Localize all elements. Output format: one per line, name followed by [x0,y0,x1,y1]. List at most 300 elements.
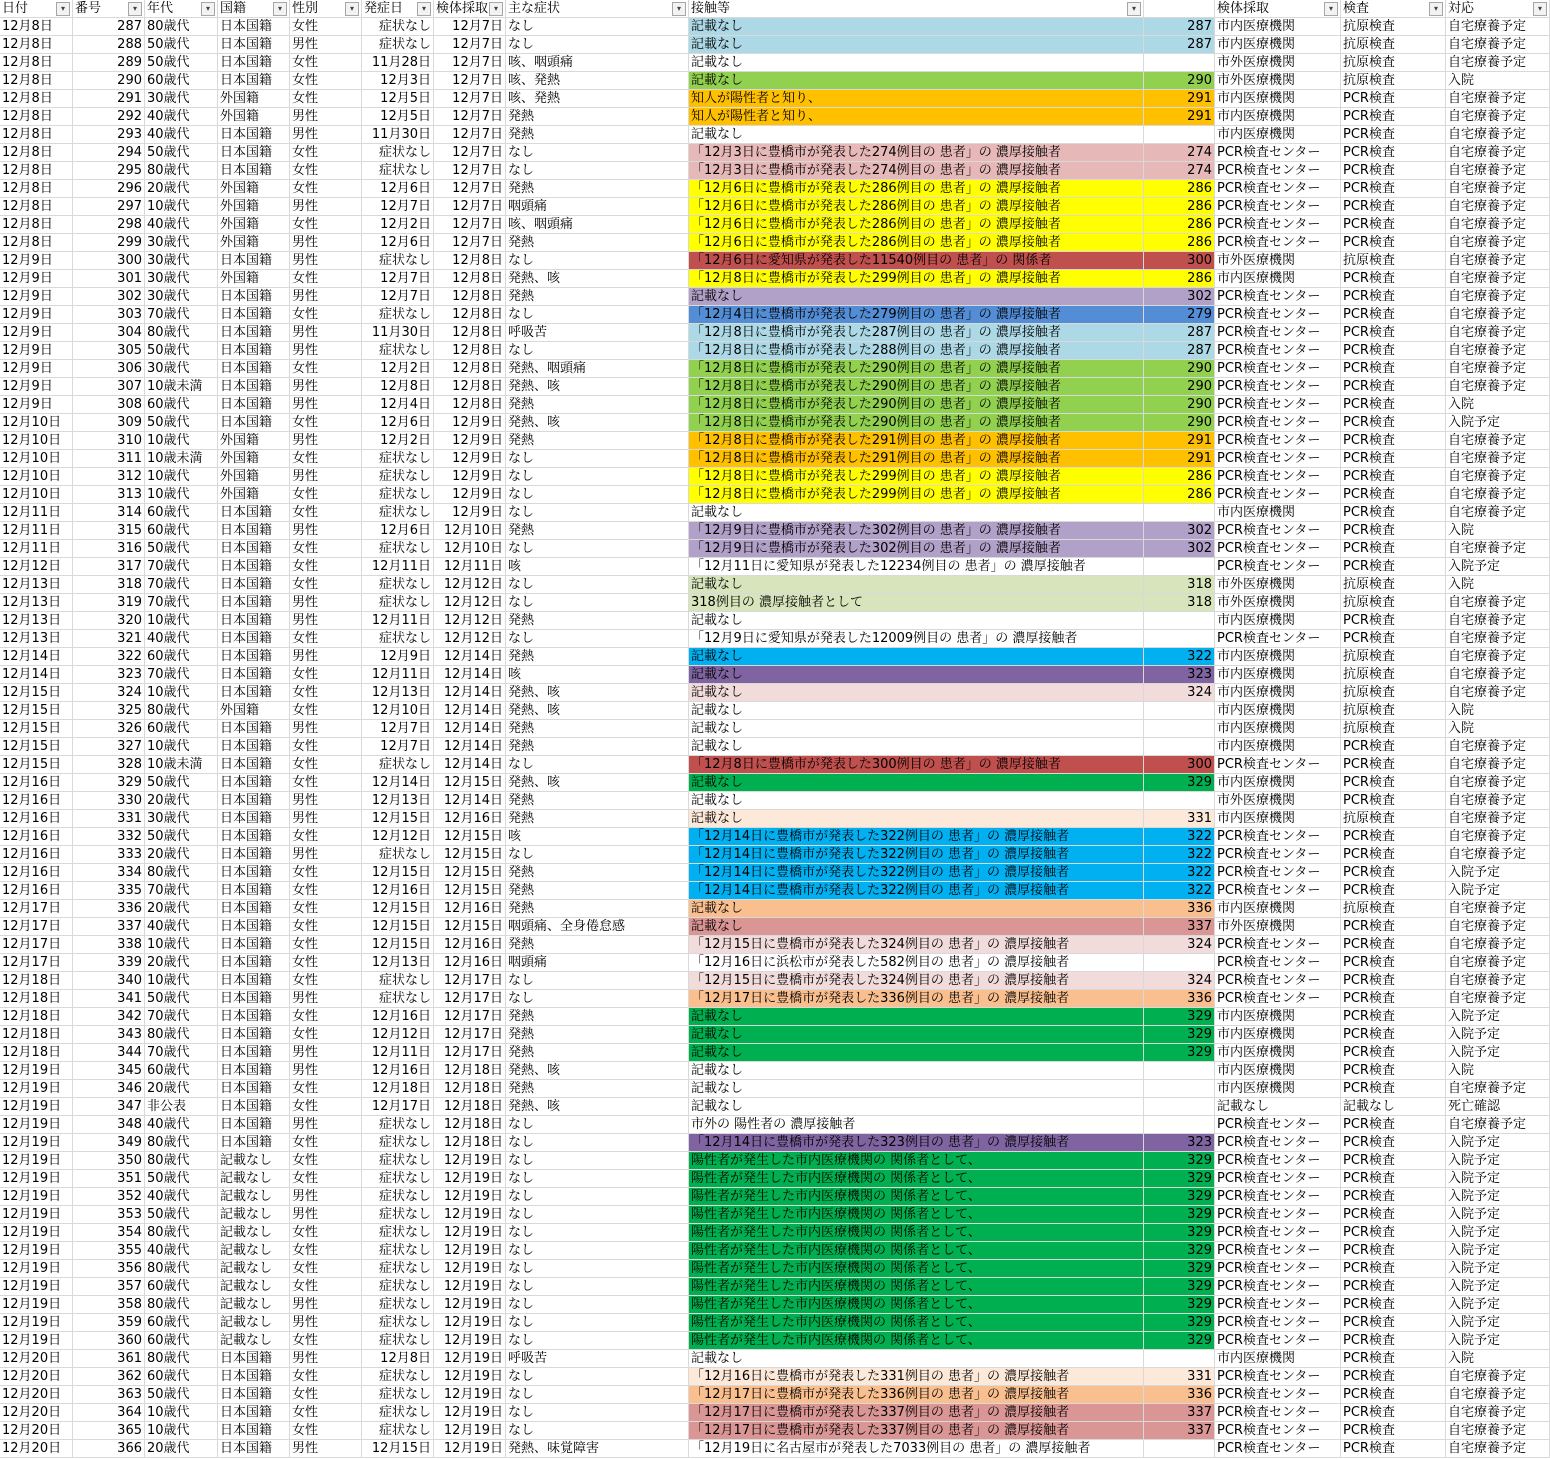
dropdown-arrow-icon[interactable]: ▾ [56,2,70,16]
cell-sample-site[interactable]: PCR検査センター [1215,1386,1341,1403]
cell-age[interactable]: 50歳代 [145,774,218,791]
cell-link-number[interactable]: 322 [1144,846,1215,863]
cell-sample-date[interactable]: 12月16日 [434,900,506,917]
cell-sample-date[interactable]: 12月7日 [434,234,506,251]
cell-onset[interactable]: 症状なし [362,1404,434,1421]
cell-nationality[interactable]: 日本国籍 [218,810,290,827]
cell-test-type[interactable]: 抗原検査 [1341,54,1446,71]
cell-contact[interactable]: 「12月11日に愛知県が発表した12234例目の 患者」の 濃厚接触者 [689,558,1144,575]
cell-sample-site[interactable]: 市内医療機関 [1215,90,1341,107]
dropdown-arrow-icon[interactable]: ▾ [345,2,359,16]
cell-sample-site[interactable]: PCR検査センター [1215,1422,1341,1439]
cell-test-type[interactable]: PCR検査 [1341,792,1446,809]
cell-sex[interactable]: 女性 [290,972,362,989]
cell-symptoms[interactable]: なし [506,1368,689,1385]
cell-sample-site[interactable]: 市内医療機関 [1215,774,1341,791]
cell-nationality[interactable]: 外国籍 [218,450,290,467]
cell-sample-site[interactable]: 市内医療機関 [1215,1062,1341,1079]
cell-number[interactable]: 352 [73,1188,145,1205]
cell-symptoms[interactable]: 発熱 [506,180,689,197]
cell-age[interactable]: 10歳代 [145,738,218,755]
cell-date[interactable]: 12月9日 [0,378,73,395]
cell-nationality[interactable]: 日本国籍 [218,846,290,863]
cell-sample-date[interactable]: 12月17日 [434,972,506,989]
cell-response[interactable]: 入院予定 [1446,1206,1550,1223]
cell-date[interactable]: 12月9日 [0,252,73,269]
cell-link-number[interactable] [1144,1098,1215,1115]
cell-link-number[interactable]: 324 [1144,972,1215,989]
cell-test-type[interactable]: PCR検査 [1341,486,1446,503]
cell-nationality[interactable]: 日本国籍 [218,1116,290,1133]
cell-sample-site[interactable]: 市内医療機関 [1215,1080,1341,1097]
cell-symptoms[interactable]: 咽頭痛、全身倦怠感 [506,918,689,935]
cell-contact[interactable]: 陽性者が発生した市内医療機関の 関係者として、 [689,1260,1144,1277]
cell-response[interactable]: 自宅療養予定 [1446,774,1550,791]
cell-nationality[interactable]: 日本国籍 [218,360,290,377]
cell-number[interactable]: 318 [73,576,145,593]
cell-link-number[interactable]: 329 [1144,1206,1215,1223]
cell-nationality[interactable]: 記載なし [218,1188,290,1205]
cell-sample-date[interactable]: 12月9日 [434,432,506,449]
cell-sample-date[interactable]: 12月7日 [434,90,506,107]
cell-age[interactable]: 20歳代 [145,1080,218,1097]
cell-symptoms[interactable]: 発熱、咳 [506,684,689,701]
cell-symptoms[interactable]: 発熱、咳 [506,1098,689,1115]
cell-test-type[interactable]: 抗原検査 [1341,252,1446,269]
cell-test-type[interactable]: PCR検査 [1341,1008,1446,1025]
cell-sample-date[interactable]: 12月7日 [434,54,506,71]
dropdown-arrow-icon[interactable]: ▾ [1533,2,1547,16]
cell-link-number[interactable]: 290 [1144,72,1215,89]
cell-test-type[interactable]: PCR検査 [1341,558,1446,575]
cell-link-number[interactable]: 329 [1144,1296,1215,1313]
cell-symptoms[interactable]: なし [506,1314,689,1331]
cell-nationality[interactable]: 日本国籍 [218,288,290,305]
cell-response[interactable]: 入院予定 [1446,1152,1550,1169]
cell-contact[interactable]: 市外の 陽性者の 濃厚接触者 [689,1116,1144,1133]
cell-date[interactable]: 12月13日 [0,594,73,611]
cell-nationality[interactable]: 日本国籍 [218,144,290,161]
cell-test-type[interactable]: PCR検査 [1341,216,1446,233]
cell-response[interactable]: 自宅療養予定 [1446,486,1550,503]
cell-age[interactable]: 80歳代 [145,18,218,35]
cell-test-type[interactable]: PCR検査 [1341,1026,1446,1043]
cell-nationality[interactable]: 日本国籍 [218,648,290,665]
cell-symptoms[interactable]: なし [506,846,689,863]
cell-number[interactable]: 303 [73,306,145,323]
cell-onset[interactable]: 12月2日 [362,432,434,449]
cell-number[interactable]: 332 [73,828,145,845]
cell-nationality[interactable]: 記載なし [218,1332,290,1349]
cell-symptoms[interactable]: なし [506,1224,689,1241]
cell-sex[interactable]: 女性 [290,1170,362,1187]
cell-number[interactable]: 328 [73,756,145,773]
cell-link-number[interactable]: 300 [1144,756,1215,773]
cell-onset[interactable]: 12月11日 [362,558,434,575]
cell-onset[interactable]: 症状なし [362,1386,434,1403]
cell-response[interactable]: 入院予定 [1446,1242,1550,1259]
cell-symptoms[interactable]: 咽頭痛 [506,198,689,215]
cell-sample-date[interactable]: 12月19日 [434,1440,506,1457]
cell-sex[interactable]: 女性 [290,360,362,377]
cell-sample-date[interactable]: 12月15日 [434,828,506,845]
cell-contact[interactable]: 記載なし [689,900,1144,917]
cell-date[interactable]: 12月9日 [0,360,73,377]
cell-response[interactable]: 自宅療養予定 [1446,846,1550,863]
cell-contact[interactable]: 記載なし [689,72,1144,89]
cell-onset[interactable]: 12月9日 [362,648,434,665]
cell-sex[interactable]: 女性 [290,216,362,233]
cell-contact[interactable]: 記載なし [689,36,1144,53]
cell-sex[interactable]: 女性 [290,1152,362,1169]
cell-sex[interactable]: 女性 [290,738,362,755]
cell-symptoms[interactable]: なし [506,630,689,647]
cell-sex[interactable]: 男性 [290,234,362,251]
cell-sex[interactable]: 女性 [290,1026,362,1043]
cell-nationality[interactable]: 日本国籍 [218,1422,290,1439]
cell-onset[interactable]: 12月11日 [362,612,434,629]
cell-test-type[interactable]: PCR検査 [1341,1314,1446,1331]
cell-sample-date[interactable]: 12月7日 [434,72,506,89]
cell-nationality[interactable]: 日本国籍 [218,18,290,35]
cell-sample-date[interactable]: 12月12日 [434,576,506,593]
cell-nationality[interactable]: 記載なし [218,1314,290,1331]
cell-sample-site[interactable]: 市内医療機関 [1215,900,1341,917]
cell-sex[interactable]: 男性 [290,432,362,449]
cell-link-number[interactable] [1144,702,1215,719]
cell-contact[interactable]: 「12月19日に名古屋市が発表した7033例目の 患者」の 濃厚接触者 [689,1440,1144,1457]
cell-number[interactable]: 339 [73,954,145,971]
cell-symptoms[interactable]: 発熱 [506,900,689,917]
cell-onset[interactable]: 症状なし [362,1170,434,1187]
cell-sex[interactable]: 女性 [290,306,362,323]
dropdown-arrow-icon[interactable]: ▾ [273,2,287,16]
cell-link-number[interactable]: 329 [1144,1224,1215,1241]
cell-contact[interactable]: 「12月6日に豊橋市が発表した286例目の 患者」の 濃厚接触者 [689,234,1144,251]
cell-sample-site[interactable]: 市内医療機関 [1215,36,1341,53]
cell-onset[interactable]: 症状なし [362,1422,434,1439]
cell-age[interactable]: 40歳代 [145,126,218,143]
cell-date[interactable]: 12月19日 [0,1296,73,1313]
cell-nationality[interactable]: 日本国籍 [218,1008,290,1025]
cell-symptoms[interactable]: なし [506,1116,689,1133]
cell-link-number[interactable]: 331 [1144,810,1215,827]
cell-symptoms[interactable]: 発熱、咳 [506,270,689,287]
cell-contact[interactable]: 「12月6日に豊橋市が発表した286例目の 患者」の 濃厚接触者 [689,216,1144,233]
cell-link-number[interactable]: 337 [1144,1404,1215,1421]
cell-response[interactable]: 自宅療養予定 [1446,828,1550,845]
cell-onset[interactable]: 症状なし [362,756,434,773]
cell-symptoms[interactable]: なし [506,252,689,269]
header-sample-date[interactable]: 検体採取 [434,0,506,17]
cell-contact[interactable]: 陽性者が発生した市内医療機関の 関係者として、 [689,1242,1144,1259]
cell-nationality[interactable]: 日本国籍 [218,720,290,737]
cell-number[interactable]: 315 [73,522,145,539]
cell-age[interactable]: 70歳代 [145,306,218,323]
cell-link-number[interactable]: 324 [1144,684,1215,701]
cell-age[interactable]: 40歳代 [145,630,218,647]
cell-age[interactable]: 60歳代 [145,720,218,737]
cell-nationality[interactable]: 日本国籍 [218,1062,290,1079]
cell-onset[interactable]: 12月10日 [362,702,434,719]
cell-contact[interactable]: 記載なし [689,702,1144,719]
cell-test-type[interactable]: PCR検査 [1341,180,1446,197]
cell-onset[interactable]: 症状なし [362,1368,434,1385]
cell-test-type[interactable]: PCR検査 [1341,954,1446,971]
cell-symptoms[interactable]: 咳、咽頭痛 [506,54,689,71]
cell-onset[interactable]: 12月6日 [362,180,434,197]
cell-contact[interactable]: 記載なし [689,666,1144,683]
cell-date[interactable]: 12月10日 [0,450,73,467]
cell-nationality[interactable]: 日本国籍 [218,504,290,521]
cell-age[interactable]: 30歳代 [145,234,218,251]
cell-number[interactable]: 302 [73,288,145,305]
dropdown-arrow-icon[interactable]: ▾ [1127,2,1141,16]
cell-nationality[interactable]: 日本国籍 [218,378,290,395]
cell-symptoms[interactable]: 発熱 [506,1026,689,1043]
cell-response[interactable]: 自宅療養予定 [1446,630,1550,647]
cell-nationality[interactable]: 日本国籍 [218,666,290,683]
cell-test-type[interactable]: PCR検査 [1341,1224,1446,1241]
header-sex[interactable]: 性別 [290,0,362,17]
cell-response[interactable]: 自宅療養予定 [1446,990,1550,1007]
cell-date[interactable]: 12月15日 [0,738,73,755]
cell-nationality[interactable]: 日本国籍 [218,1404,290,1421]
cell-number[interactable]: 324 [73,684,145,701]
cell-symptoms[interactable]: 発熱 [506,432,689,449]
cell-sex[interactable]: 男性 [290,324,362,341]
cell-symptoms[interactable]: 発熱 [506,522,689,539]
cell-symptoms[interactable]: なし [506,486,689,503]
cell-contact[interactable]: 「12月8日に豊橋市が発表した300例目の 患者」の 濃厚接触者 [689,756,1144,773]
cell-age[interactable]: 10歳代 [145,486,218,503]
cell-onset[interactable]: 12月12日 [362,828,434,845]
cell-contact[interactable]: 記載なし [689,54,1144,71]
cell-number[interactable]: 364 [73,1404,145,1421]
cell-sample-date[interactable]: 12月17日 [434,1008,506,1025]
cell-sex[interactable]: 男性 [290,108,362,125]
cell-test-type[interactable]: PCR検査 [1341,1422,1446,1439]
cell-sample-site[interactable]: PCR検査センター [1215,306,1341,323]
cell-sample-date[interactable]: 12月14日 [434,792,506,809]
cell-sample-date[interactable]: 12月17日 [434,990,506,1007]
cell-contact[interactable]: 「12月16日に浜松市が発表した582例目の 患者」の 濃厚接触者 [689,954,1144,971]
cell-sex[interactable]: 女性 [290,702,362,719]
cell-number[interactable]: 360 [73,1332,145,1349]
cell-link-number[interactable]: 274 [1144,144,1215,161]
cell-nationality[interactable]: 記載なし [218,1152,290,1169]
cell-symptoms[interactable]: なし [506,756,689,773]
cell-sample-date[interactable]: 12月19日 [434,1368,506,1385]
cell-sample-date[interactable]: 12月14日 [434,702,506,719]
cell-date[interactable]: 12月16日 [0,828,73,845]
cell-number[interactable]: 313 [73,486,145,503]
cell-sample-site[interactable]: PCR検査センター [1215,1152,1341,1169]
cell-sample-date[interactable]: 12月18日 [434,1098,506,1115]
cell-sample-site[interactable]: PCR検査センター [1215,1332,1341,1349]
cell-sample-site[interactable]: PCR検査センター [1215,1170,1341,1187]
cell-number[interactable]: 308 [73,396,145,413]
cell-number[interactable]: 316 [73,540,145,557]
cell-response[interactable]: 自宅療養予定 [1446,216,1550,233]
cell-onset[interactable]: 12月14日 [362,774,434,791]
cell-age[interactable]: 50歳代 [145,342,218,359]
cell-onset[interactable]: 症状なし [362,1278,434,1295]
cell-symptoms[interactable]: 発熱 [506,612,689,629]
cell-onset[interactable]: 12月6日 [362,414,434,431]
cell-nationality[interactable]: 外国籍 [218,198,290,215]
cell-date[interactable]: 12月20日 [0,1350,73,1367]
cell-response[interactable]: 入院 [1446,576,1550,593]
cell-contact[interactable]: 陽性者が発生した市内医療機関の 関係者として、 [689,1224,1144,1241]
cell-sample-site[interactable]: PCR検査センター [1215,288,1341,305]
dropdown-arrow-icon[interactable]: ▾ [201,2,215,16]
cell-number[interactable]: 325 [73,702,145,719]
cell-sex[interactable]: 女性 [290,954,362,971]
cell-test-type[interactable]: PCR検査 [1341,90,1446,107]
cell-link-number[interactable]: 323 [1144,666,1215,683]
cell-age[interactable]: 70歳代 [145,576,218,593]
cell-link-number[interactable]: 329 [1144,1152,1215,1169]
cell-response[interactable]: 自宅療養予定 [1446,756,1550,773]
cell-contact[interactable]: 「12月14日に豊橋市が発表した323例目の 患者」の 濃厚接触者 [689,1134,1144,1151]
cell-date[interactable]: 12月20日 [0,1440,73,1457]
cell-contact[interactable]: 「12月17日に豊橋市が発表した336例目の 患者」の 濃厚接触者 [689,1386,1144,1403]
cell-sex[interactable]: 女性 [290,936,362,953]
cell-link-number[interactable]: 291 [1144,90,1215,107]
cell-nationality[interactable]: 日本国籍 [218,252,290,269]
cell-sex[interactable]: 男性 [290,36,362,53]
cell-onset[interactable]: 12月15日 [362,810,434,827]
cell-age[interactable]: 10歳代 [145,432,218,449]
cell-test-type[interactable]: PCR検査 [1341,1206,1446,1223]
cell-onset[interactable]: 症状なし [362,18,434,35]
cell-number[interactable]: 299 [73,234,145,251]
cell-sample-site[interactable]: PCR検査センター [1215,342,1341,359]
cell-test-type[interactable]: PCR検査 [1341,450,1446,467]
cell-number[interactable]: 311 [73,450,145,467]
cell-contact[interactable]: 知人が陽性者と知り、 [689,90,1144,107]
cell-link-number[interactable]: 287 [1144,18,1215,35]
cell-link-number[interactable] [1144,720,1215,737]
cell-date[interactable]: 12月19日 [0,1206,73,1223]
cell-test-type[interactable]: PCR検査 [1341,126,1446,143]
cell-date[interactable]: 12月10日 [0,486,73,503]
cell-age[interactable]: 40歳代 [145,216,218,233]
header-date[interactable]: 日付 [0,0,73,17]
header-age[interactable]: 年代 [145,0,218,17]
cell-link-number[interactable]: 287 [1144,324,1215,341]
cell-number[interactable]: 349 [73,1134,145,1151]
cell-nationality[interactable]: 日本国籍 [218,954,290,971]
cell-onset[interactable]: 症状なし [362,144,434,161]
cell-age[interactable]: 80歳代 [145,1260,218,1277]
cell-sample-site[interactable]: 市内医療機関 [1215,612,1341,629]
cell-contact[interactable]: 「12月4日に豊橋市が発表した279例目の 患者」の 濃厚接触者 [689,306,1144,323]
cell-symptoms[interactable]: なし [506,450,689,467]
cell-test-type[interactable]: PCR検査 [1341,972,1446,989]
cell-sex[interactable]: 女性 [290,900,362,917]
cell-onset[interactable]: 症状なし [362,504,434,521]
cell-sample-date[interactable]: 12月8日 [434,288,506,305]
cell-link-number[interactable]: 336 [1144,990,1215,1007]
cell-age[interactable]: 60歳代 [145,72,218,89]
cell-response[interactable]: 入院予定 [1446,1008,1550,1025]
cell-link-number[interactable] [1144,1116,1215,1133]
cell-symptoms[interactable]: なし [506,1188,689,1205]
cell-contact[interactable]: 「12月3日に豊橋市が発表した274例目の 患者」の 濃厚接触者 [689,162,1144,179]
cell-sex[interactable]: 女性 [290,1404,362,1421]
cell-number[interactable]: 343 [73,1026,145,1043]
cell-number[interactable]: 331 [73,810,145,827]
cell-age[interactable]: 10歳代 [145,612,218,629]
cell-date[interactable]: 12月13日 [0,612,73,629]
cell-sample-date[interactable]: 12月19日 [434,1278,506,1295]
cell-response[interactable]: 自宅療養予定 [1446,198,1550,215]
cell-sample-date[interactable]: 12月7日 [434,108,506,125]
cell-age[interactable]: 70歳代 [145,558,218,575]
cell-test-type[interactable]: PCR検査 [1341,198,1446,215]
cell-nationality[interactable]: 外国籍 [218,270,290,287]
cell-test-type[interactable]: PCR検査 [1341,846,1446,863]
cell-sex[interactable]: 男性 [290,288,362,305]
cell-symptoms[interactable]: なし [506,1296,689,1313]
cell-response[interactable]: 自宅療養予定 [1446,144,1550,161]
cell-contact[interactable]: 記載なし [689,810,1144,827]
cell-symptoms[interactable]: 発熱 [506,396,689,413]
cell-response[interactable]: 入院予定 [1446,1314,1550,1331]
cell-link-number[interactable]: 279 [1144,306,1215,323]
cell-symptoms[interactable]: なし [506,540,689,557]
cell-number[interactable]: 333 [73,846,145,863]
cell-nationality[interactable]: 記載なし [218,1296,290,1313]
cell-sample-date[interactable]: 12月14日 [434,684,506,701]
cell-response[interactable]: 入院予定 [1446,1170,1550,1187]
cell-sample-site[interactable]: PCR検査センター [1215,522,1341,539]
cell-onset[interactable]: 症状なし [362,468,434,485]
cell-sex[interactable]: 男性 [290,1116,362,1133]
cell-link-number[interactable]: 329 [1144,1170,1215,1187]
cell-sex[interactable]: 女性 [290,90,362,107]
cell-number[interactable]: 341 [73,990,145,1007]
cell-age[interactable]: 30歳代 [145,270,218,287]
cell-link-number[interactable]: 318 [1144,576,1215,593]
cell-date[interactable]: 12月8日 [0,180,73,197]
cell-age[interactable]: 40歳代 [145,1116,218,1133]
cell-sample-date[interactable]: 12月8日 [434,270,506,287]
cell-test-type[interactable]: PCR検査 [1341,108,1446,125]
cell-age[interactable]: 60歳代 [145,1314,218,1331]
cell-nationality[interactable]: 日本国籍 [218,594,290,611]
cell-contact[interactable]: 記載なし [689,1350,1144,1367]
cell-test-type[interactable]: PCR検査 [1341,306,1446,323]
cell-sample-site[interactable]: PCR検査センター [1215,324,1341,341]
cell-sample-site[interactable]: PCR検査センター [1215,630,1341,647]
cell-sample-site[interactable]: PCR検査センター [1215,432,1341,449]
cell-onset[interactable]: 12月4日 [362,396,434,413]
cell-response[interactable]: 入院 [1446,702,1550,719]
cell-test-type[interactable]: 抗原検査 [1341,72,1446,89]
cell-sex[interactable]: 男性 [290,252,362,269]
cell-number[interactable]: 292 [73,108,145,125]
cell-response[interactable]: 自宅療養予定 [1446,1368,1550,1385]
cell-test-type[interactable]: PCR検査 [1341,504,1446,521]
cell-sex[interactable]: 男性 [290,126,362,143]
cell-number[interactable]: 362 [73,1368,145,1385]
cell-sample-site[interactable]: PCR検査センター [1215,468,1341,485]
cell-sex[interactable]: 女性 [290,666,362,683]
cell-number[interactable]: 309 [73,414,145,431]
